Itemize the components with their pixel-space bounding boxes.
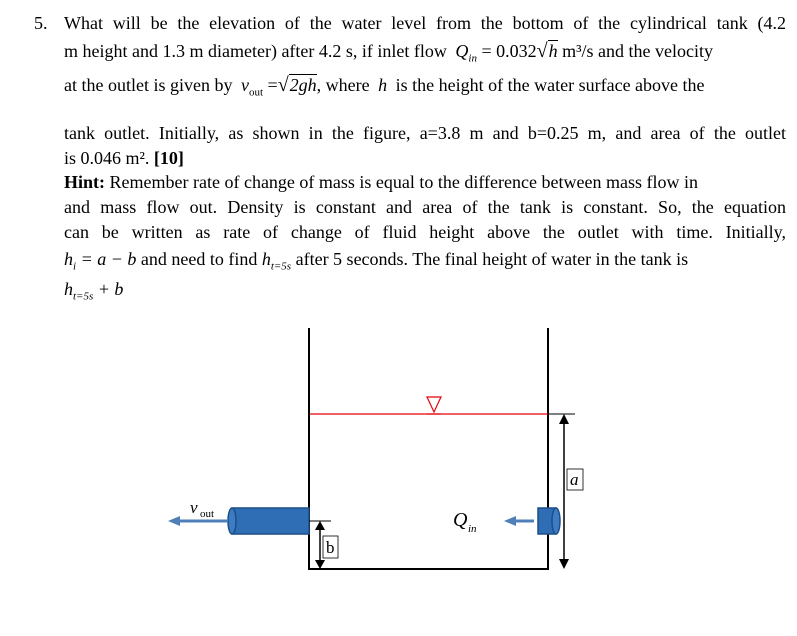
symbol-i: i	[73, 260, 77, 273]
hint-line-2: and mass flow out. Density is constant and area of the tank is constant. So, the equation	[64, 197, 786, 217]
sqrt-icon: √	[536, 40, 548, 62]
tank-outline	[309, 328, 548, 569]
symbol-out: out	[248, 86, 264, 99]
question-number: 5.	[34, 13, 48, 33]
symbol-t5s: t=5s	[73, 290, 94, 303]
symbol-h: h	[378, 75, 388, 95]
outlet-pipe	[232, 508, 309, 534]
symbol-h: h	[64, 249, 73, 269]
hint-text: Remember rate of change of mass is equal to the difference between mass flow in	[109, 172, 698, 192]
symbol-h: h	[261, 249, 271, 269]
arrow-down-icon	[315, 560, 325, 569]
symbol-v: v	[240, 75, 249, 95]
arrow-left-icon	[168, 516, 180, 526]
sqrt-icon: √	[277, 74, 289, 96]
question-text: at the outlet is given by	[64, 75, 233, 95]
marks-label: [10]	[153, 148, 184, 168]
hint-text: and need to find	[140, 249, 258, 269]
vout-subscript: out	[200, 508, 215, 520]
inlet-pipe-end	[552, 508, 560, 534]
question-text: m height and 1.3 m diameter) after 4.2 s, if inlet flow	[64, 41, 447, 61]
question-line-4: tank outlet. Initially, as shown in the figure, a=3.8 m and b=0.25 m, and area of the outlet	[64, 123, 786, 143]
qin-subscript: in	[468, 523, 477, 535]
symbol-q: Q	[455, 41, 469, 61]
dimension-b-label: b	[326, 538, 335, 557]
hint-line-3: can be written as rate of change of fluid height above the outlet with time. Initially,	[64, 222, 786, 242]
units-text: m³/s and the velocity	[562, 41, 713, 61]
arrow-up-icon	[315, 521, 325, 530]
water-level-icon	[427, 397, 441, 412]
vout-label: v	[190, 498, 198, 517]
equation-hi: = a − b	[80, 249, 137, 269]
arrow-down-icon	[559, 559, 569, 569]
symbol-in: in	[468, 52, 477, 65]
symbol-2gh: 2gh	[289, 75, 317, 95]
question-text: is 0.046 m².	[64, 148, 150, 168]
equation-text: = 0.032	[481, 41, 537, 61]
arrow-left-icon	[504, 516, 516, 526]
qin-label: Q	[453, 509, 468, 531]
equals-sign: =	[267, 75, 278, 95]
outlet-pipe-end	[228, 508, 236, 534]
hint-text: after 5 seconds. The final height of water in the tank is	[295, 249, 689, 269]
question-text: , where	[316, 75, 370, 95]
symbol-t5s: t=5s	[270, 260, 292, 273]
symbol-h: h	[548, 41, 558, 61]
arrow-up-icon	[559, 414, 569, 424]
hint-label: Hint:	[64, 172, 106, 192]
dimension-a-label: a	[570, 470, 579, 489]
question-line-1: What will be the elevation of the water level from the bottom of the cylindrical tank (4.2	[64, 13, 786, 33]
question-text: is the height of the water surface above the	[395, 75, 705, 95]
symbol-h: h	[64, 279, 73, 299]
plus-b: + b	[97, 279, 124, 299]
